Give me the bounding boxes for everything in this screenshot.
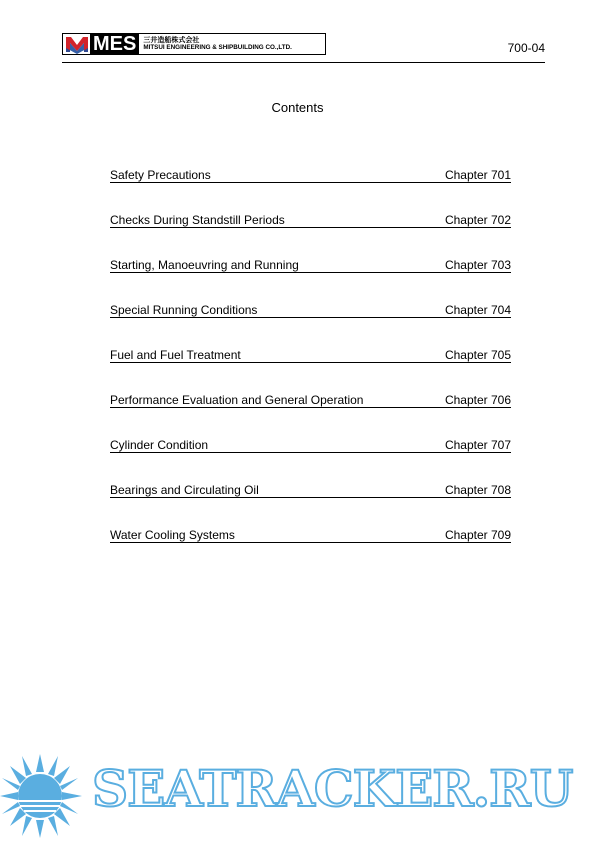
toc-entry-chapter: Chapter 705 bbox=[444, 348, 511, 362]
toc-entry-701[interactable] bbox=[110, 168, 511, 183]
toc-entry-706[interactable] bbox=[110, 393, 511, 408]
toc-entry-label: Safety Precautions bbox=[110, 168, 211, 182]
toc-entry-label: Fuel and Fuel Treatment bbox=[110, 348, 241, 362]
toc-entry-705[interactable] bbox=[110, 348, 511, 363]
toc-entry-709[interactable] bbox=[110, 528, 511, 543]
toc-entry-704[interactable] bbox=[110, 303, 511, 318]
page-title: Contents bbox=[271, 100, 324, 115]
toc-entry-707[interactable] bbox=[110, 438, 511, 453]
toc-entry-label: Bearings and Circulating Oil bbox=[110, 483, 259, 497]
sun-icon bbox=[0, 750, 92, 842]
header-divider bbox=[62, 62, 545, 63]
toc-entry-702[interactable] bbox=[110, 213, 511, 228]
toc-entry-label: Water Cooling Systems bbox=[110, 528, 235, 542]
toc-entry-chapter: Chapter 709 bbox=[444, 528, 511, 542]
toc-entry-label: Starting, Manoeuvring and Running bbox=[110, 258, 299, 272]
toc-entry-label: Checks During Standstill Periods bbox=[110, 213, 285, 227]
toc-entry-chapter: Chapter 704 bbox=[444, 303, 511, 317]
company-name-jp: 三井造船株式会社 bbox=[143, 35, 200, 44]
brand-name: MES bbox=[90, 34, 139, 54]
toc-entry-chapter: Chapter 703 bbox=[444, 258, 511, 272]
company-name-en: MITSUI ENGINEERING & SHIPBUILDING CO.,LTD. bbox=[143, 43, 292, 51]
toc-entry-703[interactable] bbox=[110, 258, 511, 273]
mes-logo-icon bbox=[64, 34, 90, 54]
page-header bbox=[62, 33, 545, 63]
toc-entry-label: Performance Evaluation and General Operation bbox=[110, 393, 364, 407]
company-logo bbox=[62, 33, 326, 55]
toc-entry-chapter: Chapter 706 bbox=[444, 393, 511, 407]
toc-entry-label: Special Running Conditions bbox=[110, 303, 258, 317]
toc-entry-chapter: Chapter 707 bbox=[444, 438, 511, 452]
watermark-text: SEATRACKER.RU bbox=[92, 759, 573, 818]
toc-entry-chapter: Chapter 701 bbox=[444, 168, 511, 182]
toc-entry-label: Cylinder Condition bbox=[110, 438, 209, 452]
watermark bbox=[0, 750, 595, 842]
document-number: 700-04 bbox=[507, 41, 545, 55]
company-name bbox=[143, 37, 292, 51]
table-of-contents bbox=[110, 168, 511, 573]
toc-entry-chapter: Chapter 708 bbox=[444, 483, 511, 497]
toc-entry-chapter: Chapter 702 bbox=[444, 213, 511, 227]
toc-entry-708[interactable] bbox=[110, 483, 511, 498]
